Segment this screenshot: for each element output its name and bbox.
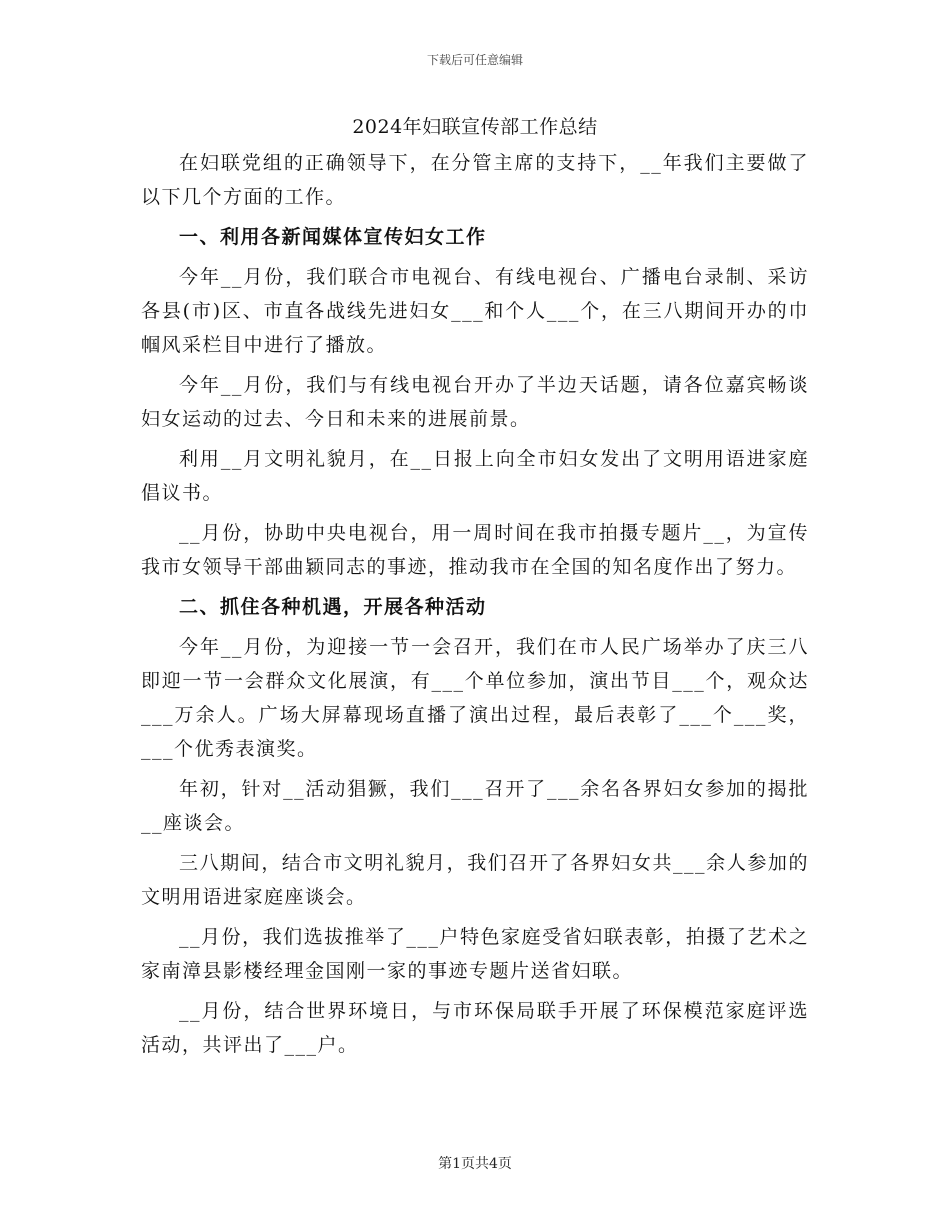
body-paragraph: 今年__月份，为迎接一节一会召开，我们在市人民广场举办了庆三八即迎一节一会群众文化展演，有___个单位参加，演出节目___个，观众达___万余人。广场大屏幕现场直播了演出过程，最后表彰了___个___奖，___个优秀表演奖。 — [141, 636, 809, 760]
section-2 — [141, 590, 809, 1062]
intro-paragraph: 在妇联党组的正确领导下，在分管主席的支持下，__年我们主要做了以下几个方面的工作。 — [141, 152, 809, 208]
section-1 — [141, 220, 809, 584]
section-heading: 二、抓住各种机遇，开展各种活动 — [179, 596, 487, 618]
body-paragraph: 今年__月份，我们与有线电视台开办了半边天话题，请各位嘉宾畅谈妇女运动的过去、今日和未来的进展前景。 — [141, 374, 809, 430]
body-paragraph: __月份，协助中央电视台，用一周时间在我市拍摄专题片__，为宣传我市女领导干部曲颖同志的事迹，推动我市在全国的知名度作出了努力。 — [141, 522, 809, 578]
body-paragraph: 利用__月文明礼貌月，在__日报上向全市妇女发出了文明用语进家庭倡议书。 — [141, 448, 809, 504]
document-title: 2024年妇联宣传部工作总结 — [352, 116, 598, 138]
body-paragraph: __月份，我们选拔推举了___户特色家庭受省妇联表彰，拍摄了艺术之家南漳县影楼经理金国刚一家的事迹专题片送省妇联。 — [141, 926, 809, 982]
document-body — [141, 112, 809, 1068]
section-heading: 一、利用各新闻媒体宣传妇女工作 — [179, 226, 487, 248]
page-number: 第1页共4页 — [438, 1156, 512, 1172]
body-paragraph: 年初，针对__活动猖獗，我们___召开了___余名各界妇女参加的揭批__座谈会。 — [141, 778, 809, 834]
body-paragraph: 三八期间，结合市文明礼貌月，我们召开了各界妇女共___余人参加的文明用语进家庭座谈会。 — [141, 852, 809, 908]
page-header-note: 下载后可任意编辑 — [426, 53, 523, 67]
body-paragraph: 今年__月份，我们联合市电视台、有线电视台、广播电台录制、采访各县(市)区、市直各战线先进妇女___和个人___个，在三八期间开办的巾帼风采栏目中进行了播放。 — [141, 266, 809, 356]
body-paragraph: __月份，结合世界环境日，与市环保局联手开展了环保模范家庭评选活动，共评出了___户。 — [141, 1000, 809, 1056]
